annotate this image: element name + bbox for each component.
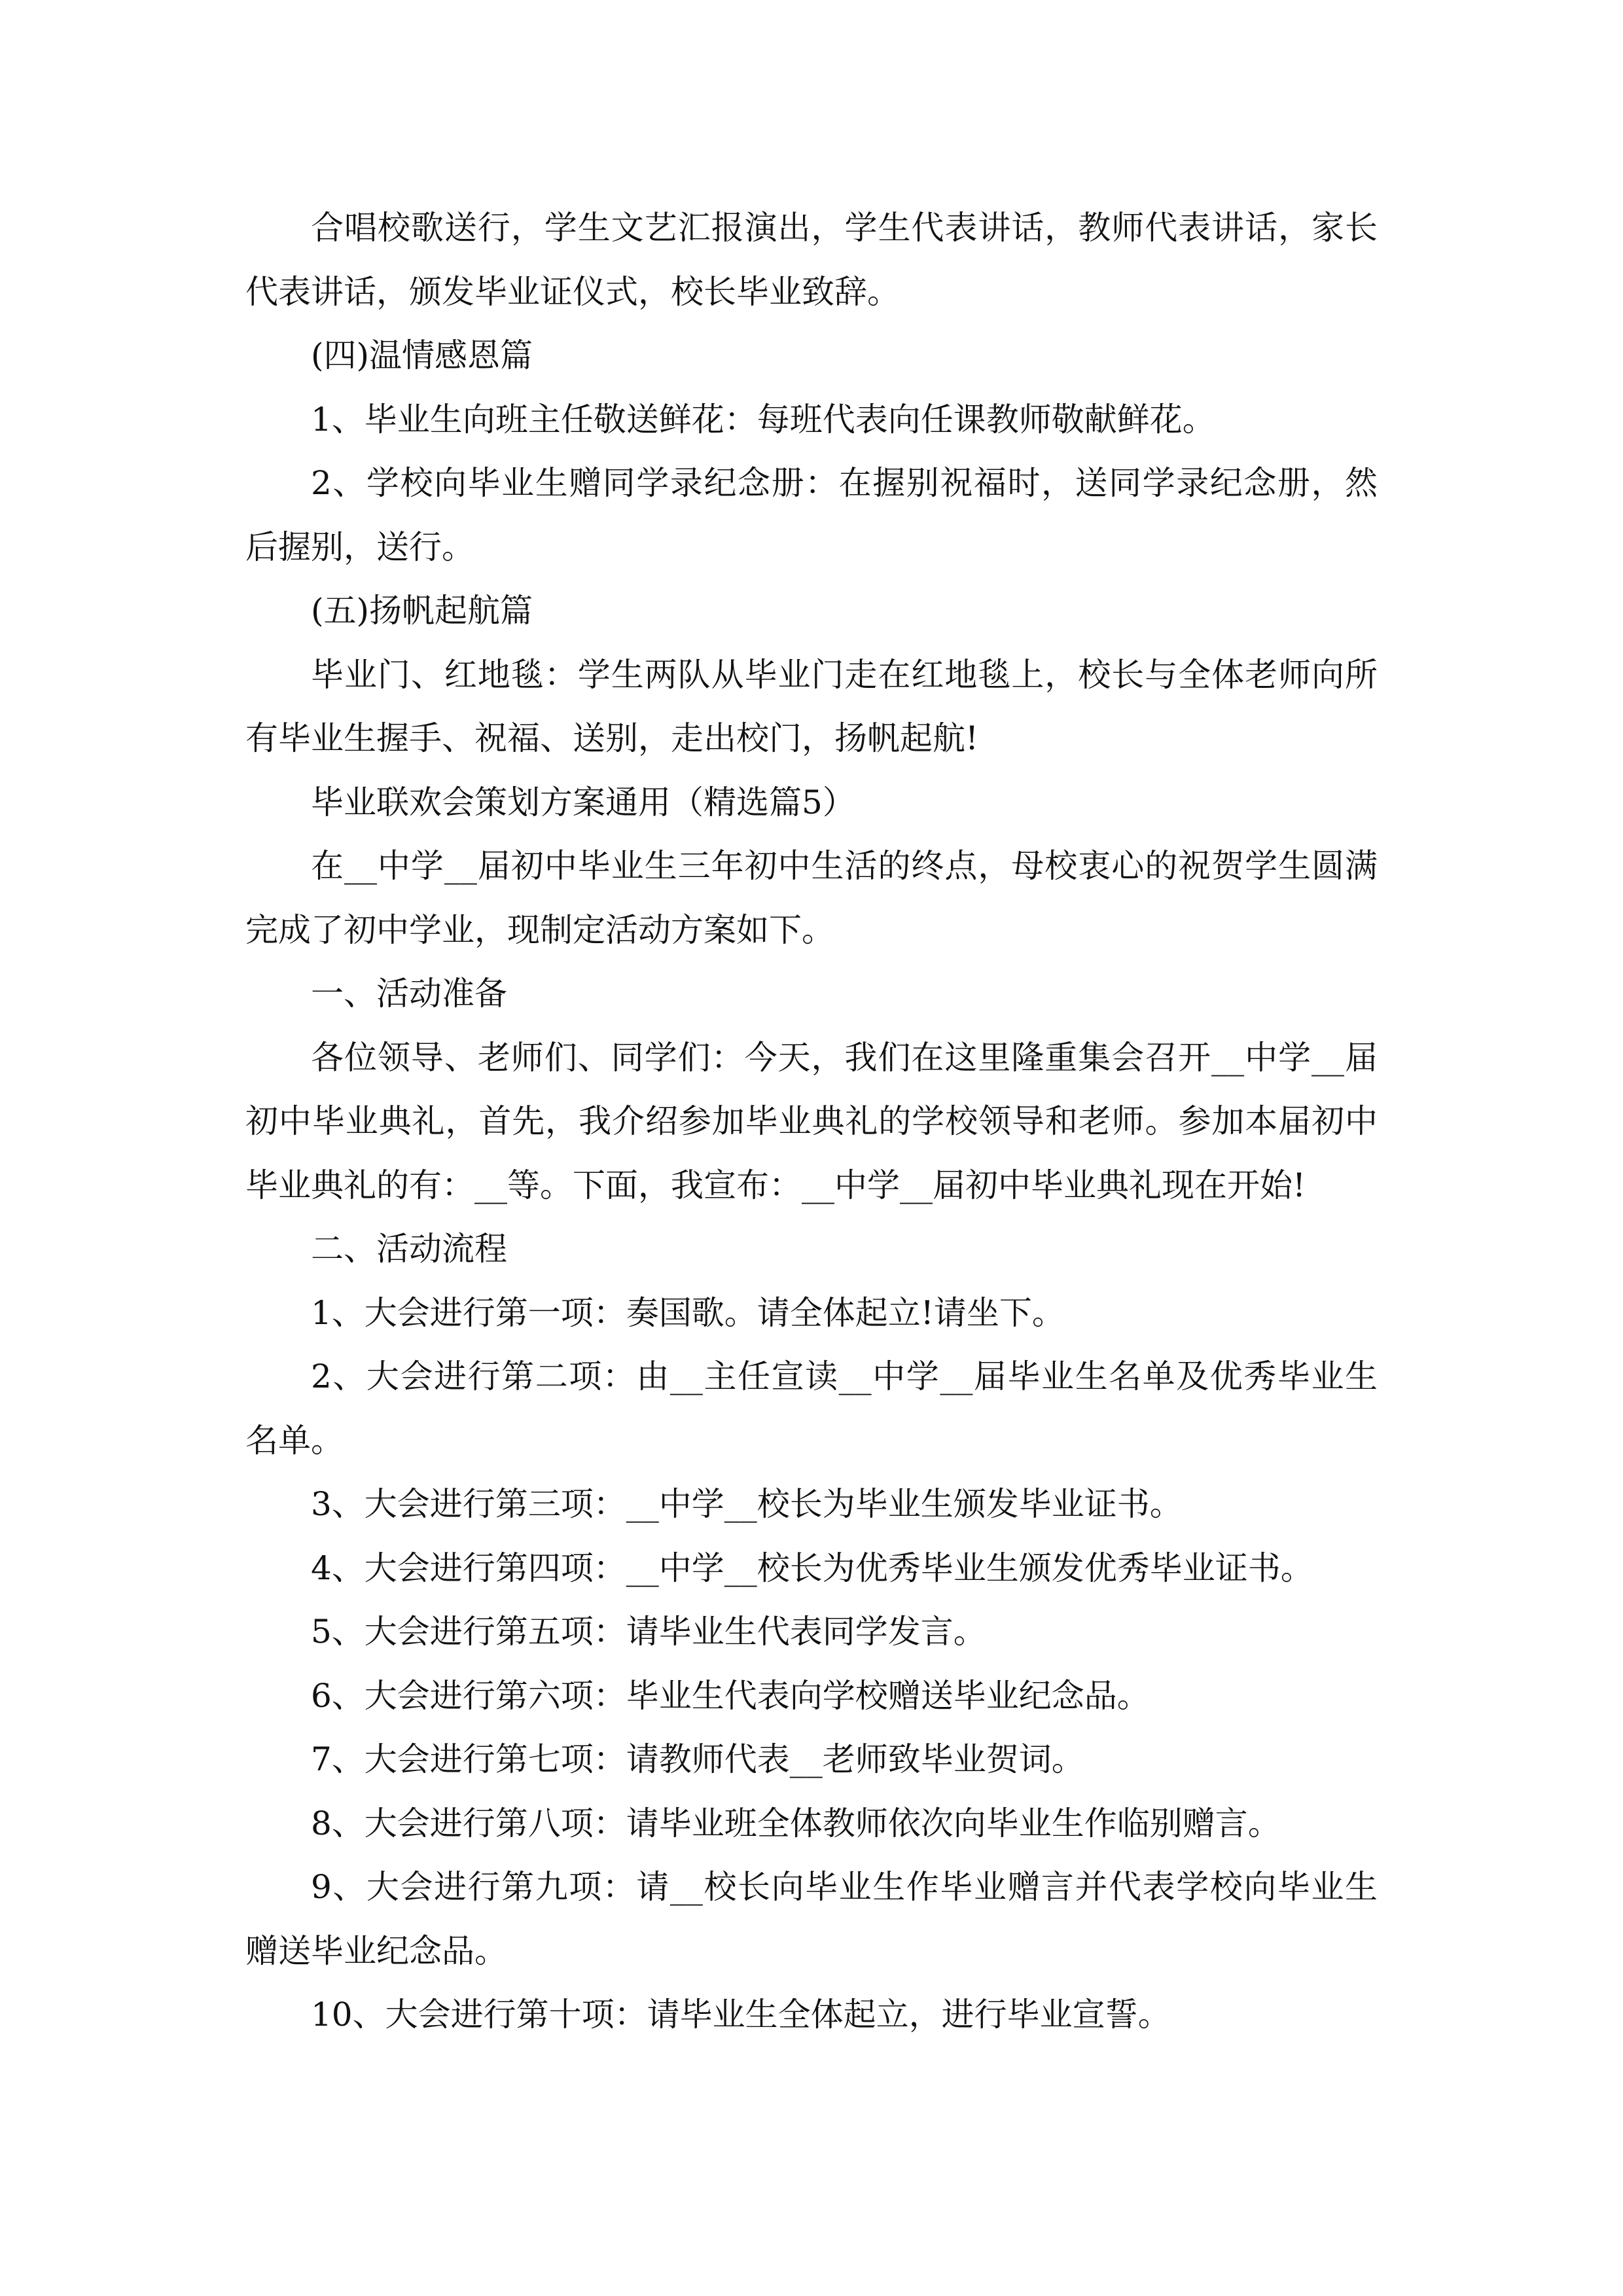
paragraph-opening-speech: 各位领导、老师们、同学们：今天，我们在这里隆重集会召开__中学__届初中毕业典礼，首先，我介绍参加毕业典礼的学校领导和老师。参加本届初中毕业典礼的有：__等。下面，我宣布：__中学__届初中毕业典礼现在开始! — [245, 1038, 1378, 1204]
document-body — [245, 196, 1378, 2047]
paragraph-flowers: 1、毕业生向班主任敬送鲜花：每班代表向任课教师敬献鲜花。 — [311, 400, 1215, 439]
list-item: 2、大会进行第二项：由__主任宣读__中学__届毕业生名单及优秀毕业生名单。 — [245, 1357, 1378, 1460]
paragraph-red-carpet: 毕业门、红地毯：学生两队从毕业门走在红地毯上，校长与全体老师向所有毕业生握手、祝福、送别，走出校门，扬帆起航! — [245, 655, 1378, 757]
section-heading-process: 二、活动流程 — [311, 1230, 507, 1268]
list-item: 1、大会进行第一项：奏国歌。请全体起立!请坐下。 — [311, 1293, 1065, 1332]
paragraph-ceremony-items: 合唱校歌送行，学生文艺汇报演出，学生代表讲话，教师代表讲话，家长代表讲话，颁发毕业证仪式，校长毕业致辞。 — [245, 209, 1378, 311]
list-item: 5、大会进行第五项：请毕业生代表同学发言。 — [311, 1613, 986, 1651]
paragraph-yearbook: 2、学校向毕业生赠同学录纪念册：在握别祝福时，送同学录纪念册，然后握别，送行。 — [245, 464, 1378, 566]
list-item: 6、大会进行第六项：毕业生代表向学校赠送毕业纪念品。 — [311, 1676, 1150, 1715]
section-heading-preparation: 一、活动准备 — [311, 975, 507, 1013]
list-item: 9、大会进行第九项：请__校长向毕业生作毕业赠言并代表学校向毕业生赠送毕业纪念品。 — [245, 1868, 1378, 1970]
list-item: 10、大会进行第十项：请毕业生全体起立，进行毕业宣誓。 — [311, 1996, 1171, 2034]
list-item: 7、大会进行第七项：请教师代表__老师致毕业贺词。 — [311, 1740, 1084, 1778]
list-item: 8、大会进行第八项：请毕业班全体教师依次向毕业生作临别赠言。 — [311, 1804, 1281, 1842]
article-title: 毕业联欢会策划方案通用（精选篇5） — [311, 783, 855, 821]
list-item: 4、大会进行第四项：__中学__校长为优秀毕业生颁发优秀毕业证书。 — [311, 1549, 1313, 1587]
list-item: 3、大会进行第三项：__中学__校长为毕业生颁发毕业证书。 — [311, 1485, 1183, 1523]
paragraph-intro: 在__中学__届初中毕业生三年初中生活的终点，母校衷心的祝贺学生圆满完成了初中学业，现制定活动方案如下。 — [245, 847, 1378, 949]
section-heading-gratitude: (四)温情感恩篇 — [311, 336, 533, 374]
section-heading-setting-sail: (五)扬帆起航篇 — [311, 592, 533, 630]
